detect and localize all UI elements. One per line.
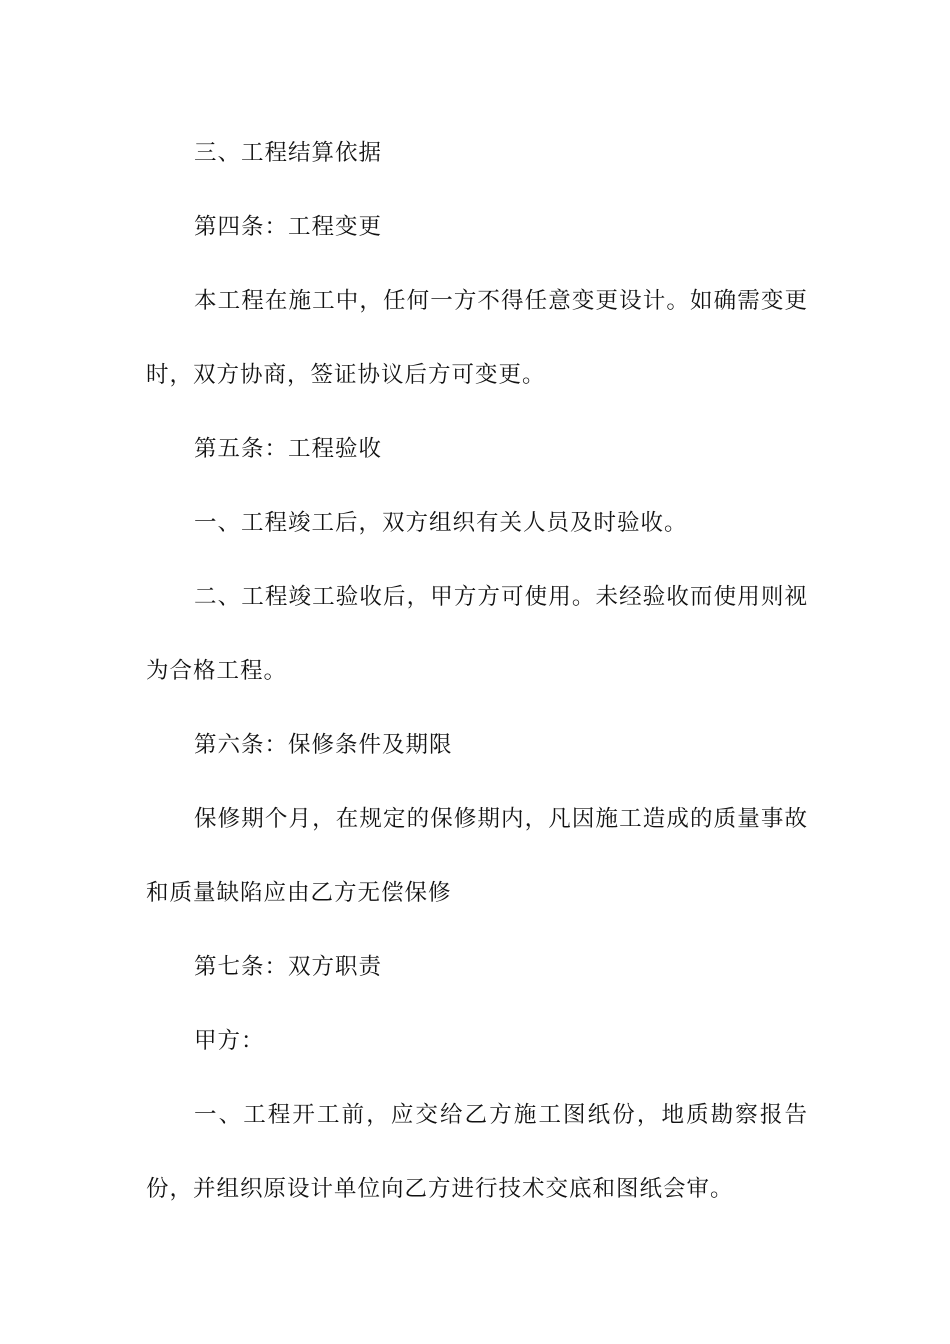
article-4-body: 本工程在施工中，任何一方不得任意变更设计。如确需变更时，双方协商，签证协议后方可变更。	[146, 288, 808, 388]
article-5-item-2: 二、工程竣工验收后，甲方方可使用。未经验收而使用则视为合格工程。	[146, 584, 808, 684]
section-heading-settlement-basis: 三、工程结算依据	[194, 140, 383, 166]
party-a-label: 甲方：	[194, 1028, 265, 1054]
article-6-body: 保修期个月，在规定的保修期内，凡因施工造成的质量事故和质量缺陷应由乙方无偿保修	[146, 806, 808, 906]
party-a-item-1: 一、工程开工前，应交给乙方施工图纸份，地质勘察报告份，并组织原设计单位向乙方进行技术交底和图纸会审。	[146, 1102, 808, 1202]
article-6-heading: 第六条：保修条件及期限	[194, 732, 453, 758]
article-4-heading: 第四条：工程变更	[194, 214, 383, 240]
article-5-item-1: 一、工程竣工后，双方组织有关人员及时验收。	[194, 510, 688, 536]
document-body	[146, 116, 808, 1226]
article-7-heading: 第七条：双方职责	[194, 954, 383, 980]
article-5-heading: 第五条：工程验收	[194, 436, 383, 462]
